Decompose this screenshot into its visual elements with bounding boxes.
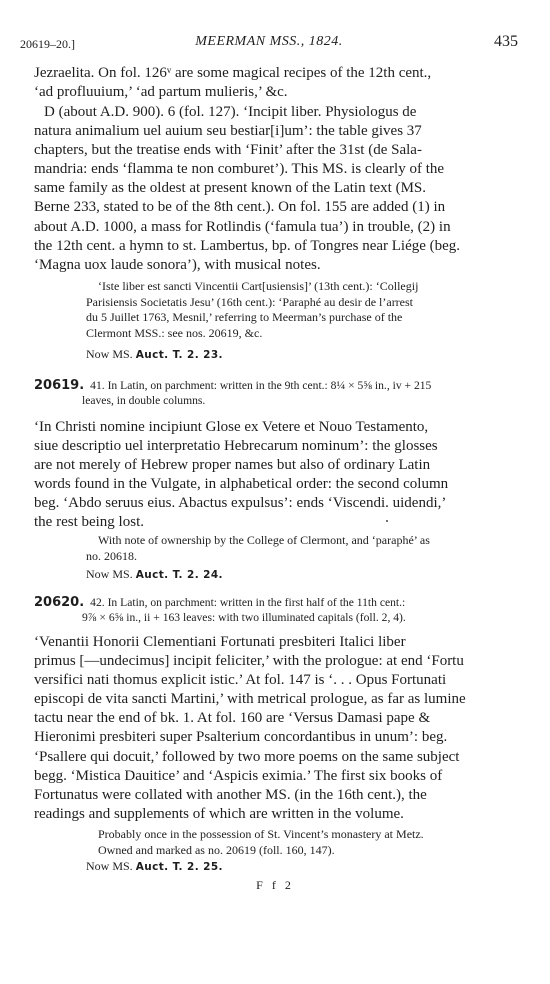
shelfmark-2 (86, 566, 223, 582)
running-header (20, 34, 518, 54)
entry-number: 20619. (34, 378, 85, 393)
entry-line (34, 595, 524, 610)
shelfmark-value: Auct. T. 2. 25. (135, 861, 223, 873)
text-line: ‘ad profluuium,’ ‘ad partum mulieris,’ &c. (34, 84, 288, 101)
text-line: natura animalium uel auium seu bestiar[i]um’: the table gives 37 (34, 123, 422, 140)
shelfmark-prefix: Now MS. (86, 347, 133, 361)
header-item-range: 20619–20.] (20, 37, 75, 51)
shelfmark-prefix: Now MS. (86, 567, 133, 581)
note-line: no. 20618. (86, 548, 137, 563)
note-line: Probably once in the possession of St. Vincent’s monastery at Metz. (98, 827, 424, 841)
text-line: ‘Psallere qui docuit,’ followed by two more poems on the same subject (34, 748, 460, 765)
note-line: With note of ownership by the College of Clermont, and ‘paraphé’ as (98, 533, 430, 547)
page-number: 435 (494, 33, 518, 50)
text-line: Fortunatus were collated with another MS. (in the 16th cent.), the (34, 786, 427, 803)
provenance-note-1 (86, 279, 522, 341)
text-line: tactu near the end of bk. 1. At fol. 160 are ‘Versus Damasi pape & (34, 710, 431, 727)
entry-line (34, 378, 524, 393)
text-line: Hieronimi presbiteri super Psalterium concordantibus in unum’: beg. (34, 729, 448, 746)
shelfmark-1 (86, 346, 223, 362)
paragraph-4 (34, 633, 520, 824)
note-line: du 5 Juillet 1763, Mesnil,’ referring to Meerman’s purchase of the (86, 310, 403, 324)
text-line: D (about A.D. 900). 6 (fol. 127). ‘Incipit liber. Physiologus de (44, 104, 417, 120)
provenance-note-3 (86, 827, 522, 858)
text-line: are not merely of Hebrew proper names but also of ordinary Latin (34, 457, 431, 474)
shelfmark-value: Auct. T. 2. 23. (135, 349, 223, 361)
note-line: Parisiensis Societatis Jesu’ (16th cent.): ‘Paraphé au desir de l’arrest (86, 294, 414, 309)
shelfmark-value: Auct. T. 2. 24. (135, 569, 223, 581)
text-line: versifici nati thomus explicit istic.’ At fol. 147 is ‘. . . Opus Fortunati (34, 672, 447, 689)
text-line: ‘Magna uox laude sonora’), with musical notes. (34, 256, 321, 273)
note-line: ‘Iste liber est sancti Vincentii Cart[usiensis]’ (13th cent.): ‘Collegij (98, 279, 419, 293)
text-line: the 12th cent. a hymn to st. Lambertus, bp. of Tongres near Liége (beg. (34, 237, 461, 254)
shelfmark-3 (86, 858, 223, 874)
text-line: chapters, but the treatise ends with ‘Finit’ after the 31st (de Sala- (34, 142, 422, 159)
signature-mark: F f 2 (256, 878, 294, 892)
entry-20619-header (34, 378, 524, 408)
text-line: same family as the oldest at present known of the Latin text (MS. (34, 180, 426, 197)
entry-number: 20620. (34, 595, 85, 610)
entry-20620-header (34, 595, 524, 625)
text-line: siue descriptio uel interpretatio Hebrecarum nominum’: the glosses (34, 438, 438, 455)
paragraph-1 (34, 64, 520, 102)
stray-dot (386, 520, 388, 522)
text-line: ‘In Christi nomine incipiunt Glose ex Vetere et Nouo Testamento, (34, 419, 429, 435)
text-line: words found in the Vulgate, in alphabetical order: the second column (34, 476, 449, 493)
text-line: the rest being lost. (34, 514, 144, 531)
paragraph-3 (34, 418, 520, 533)
shelfmark-prefix: Now MS. (86, 859, 133, 873)
text-line: Berne 233, stated to be of the 8th cent.). On fol. 155 are added (1) in (34, 199, 446, 216)
note-line: Owned and marked as no. 20619 (foll. 160, 147). (98, 842, 335, 857)
entry-description: 41. In Latin, on parchment: written in the 9th cent.: 8¼ × 5⅝ in., iv + 215 (90, 379, 432, 392)
note-line: Clermont MSS.: see nos. 20619, &c. (86, 325, 263, 340)
header-title: MEERMAN MSS., 1824. (195, 34, 343, 49)
entry-line: 9⅞ × 6⅝ in., ii + 163 leaves: with two illuminated capitals (foll. 2, 4). (82, 611, 406, 624)
entry-line: leaves, in double columns. (82, 394, 206, 407)
text-line: about A.D. 1000, a mass for Rotlindis (‘famula tua’) in trouble, (2) in (34, 218, 451, 235)
paragraph-2 (34, 103, 520, 275)
text-line: beg. ‘Abdo seruus eius. Abactus expulsus’: ends ‘Viscendi. uidendi,’ (34, 495, 447, 512)
text-line: primus [—undecimus] incipit feliciter,’ with the prologue: at end ‘Fortu (34, 653, 464, 670)
entry-description: 42. In Latin, on parchment: written in the first half of the 11th cent.: (90, 596, 406, 609)
text-line: ‘Venantii Honorii Clementiani Fortunati presbiteri Italici liber (34, 634, 406, 650)
text-line: episcopi de vita sancti Martini,’ with metrical prologue, as far as lumine (34, 691, 466, 708)
text-line: readings and supplements of which are written in the volume. (34, 805, 404, 822)
text-line: begg. ‘Mistica Dauitice’ and ‘Aspicis eximia.’ The first six books of (34, 767, 443, 784)
provenance-note-2 (86, 533, 522, 564)
text-line: mandria: ends ‘flamma te non comburet’). This MS. is clearly of the (34, 161, 445, 178)
text-line: Jezraelita. On fol. 126ᵛ are some magical recipes of the 12th cent., (34, 65, 432, 81)
